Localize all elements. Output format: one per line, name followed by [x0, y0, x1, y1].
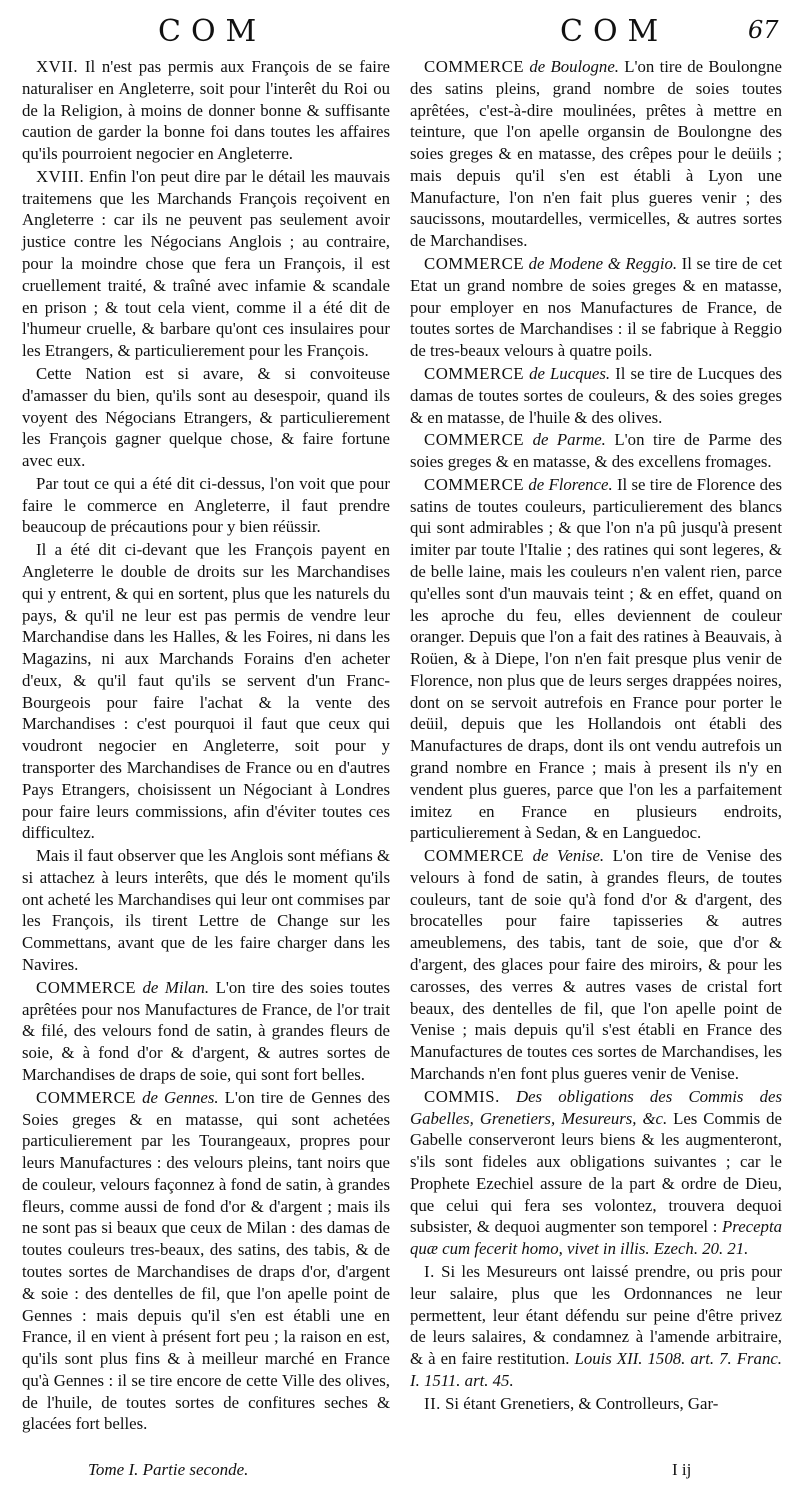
paragraph-subheading: Des obligations des Commis des Gabelles, Grenetiers, Mesureurs, &c.: [410, 1086, 782, 1128]
page-number: 67: [748, 16, 779, 44]
header-left-word: COM: [158, 14, 267, 49]
paragraph-text: L'on tire de Parme des soies greges & en matasse, & des excellens fromages.: [410, 430, 782, 472]
paragraph-heading: COMMERCE: [424, 846, 525, 866]
paragraph-heading: XVIII.: [36, 166, 85, 186]
paragraph-text: Enfin l'on peut dire par le détail les mauvais traitemens que les Marchands François reçoivent en Angleterre : car ils ne peuvent pas seulement avoir justice contre les Négocians Anglois ; au contraire, pour la moindre chose que fera un François, il est cruellement traité, & traîné avec infamie & scandale en prison ; & tout cela vient, comme il a été dit de l'humeur cruelle, & barbare qu'ont ces insulaires pour les Etrangers, & particulierement pour les François.: [22, 166, 390, 361]
paragraph-text: Il se tire de Florence des satins de toutes couleurs, particulierement des blancs qui sont admirables ; & que l'on n'a pû jusqu'à present imiter par toute l'Italie ; des ratines qui sont legeres, & de belle laine, mais les couleurs n'en valent rien, parce qu'elles sont d'un mauvais teint ; & en effet, quand on les aproche du feu, elles deviennent de couleur oranger. Depuis que l'on a fait des ratines à Beauvais, à Roüen, & à Diepe, l'on n'en fait presque plus venir de Florence, non plus que de leurs serges drappées noires, dont on se servoit autrefois en France pour porter le deüil, depuis que les Hollandois ont établi des Manufactures de draps, dont ils ont vendu autrefois un grand nombre en France ; mais à present ils n'y en vendent plus gueres, parce que l'on les a parfaitement imitez en France en plusieurs endroits, particulierement à Sedan, & en Languedoc.: [410, 474, 783, 843]
paragraph-text: Il a été dit ci-devant que les François payent en Angleterre le double de droits sur les Marchandises qui y entrent, & qui en sortent, plus que les naturels du pays, & qu'il ne leur est pas permis de vendre leur Marchandise dans les Halles, & les Foires, ni dans les Magazins, ni aux Marchands Forains d'en acheter d'eux, & qu'il faut qu'ils se servent d'un Franc-Bourgeois pour faire l'achat & la vente des Marchandises : c'est pourquoi il faut que ceux qui voudront negocier en Angleterre, soit pour y transporter des Marchandises de France ou en d'autres Pays Etrangers, choisissent un Négociant à Londres pour faire leurs commissions, afin d'éviter toutes ces difficultez.: [22, 540, 390, 843]
paragraph-subheading: de Parme.: [524, 430, 606, 450]
paragraph-heading: COMMERCE: [424, 363, 525, 383]
paragraph: [22, 473, 390, 538]
paragraph-subheading: de Venise.: [524, 846, 605, 866]
paragraph-text: Il n'est pas permis aux François de se faire naturaliser en Angleterre, soit pour l'interêt du Roi ou de la Religion, à moins de donner bonne & suffisante caution de garder la bonne foi dans toutes les affaires qu'ils pourroient negocier en Angleterre.: [22, 57, 390, 164]
paragraph: [22, 56, 390, 165]
paragraph: [410, 429, 782, 473]
left-column: [22, 56, 390, 1436]
paragraph-text: Si étant Grenetiers, & Controlleurs, Gar-: [440, 1393, 719, 1413]
paragraph-heading: II.: [424, 1393, 441, 1413]
paragraph-text: Il se tire de Lucques des damas de toutes sortes de couleurs, & des soies greges & en matasse, de l'huile & des olives.: [410, 363, 783, 427]
paragraph-text: L'on tire de Boulongne des satins pleins, grand nombre de soies toutes aprêtées, c'est-à-dire moulinées, prêtes à mettre en teinture, que l'on apelle organsin de Boulongne des soies greges & en matasse, des crêpes pour le deüils ; mais depuis qu'il s'en est établi à Lyon une Manufacture, l'on n'en fait plus gueres venir ; des saucissons, moutardelles, vermicelles, & autres sortes de Marchandises.: [410, 57, 782, 251]
paragraph-subheading: de Milan.: [136, 977, 210, 997]
paragraph-text: Si les Mesureurs ont laissé prendre, ou pris pour leur salaire, plus que les Ordonnances ne leur permettent, leur étant défendu sur peine d'être privez de leurs salaires, & condamnez à l'amende arbitraire, & à en faire restitution.: [410, 1261, 782, 1369]
paragraph: [22, 845, 390, 976]
header-right-word: COM: [560, 14, 669, 49]
paragraph: [410, 1393, 782, 1415]
paragraph-subheading: de Modene & Reggio.: [524, 254, 678, 274]
paragraph: [410, 845, 782, 1085]
paragraph: [22, 166, 390, 362]
right-column: [410, 56, 782, 1415]
paragraph: [410, 474, 782, 844]
paragraph: [410, 363, 782, 428]
page-footer: [0, 1460, 800, 1490]
running-header: [0, 14, 800, 54]
paragraph: [410, 1261, 782, 1392]
paragraph-text: Mais il faut observer que les Anglois sont méfians & si attachez à leurs interêts, que dés le moment qu'ils ont acheté les Marchandises qui leur ont commises par les François, ils tirent Lettre de Change sur les Commettans, avant que de les faire charger dans les Navires.: [22, 846, 390, 975]
paragraph-text: Les Commis de Gabelle conserveront leurs biens & les augmenteront, s'ils sont fideles aux obligations suivantes ; car le Prophete Ezechiel assure de la part & ordre de Dieu, que celui qui fera ses volontez, trouvera dequoi subsister, & dequoi augmenter son temporel :: [410, 1108, 782, 1237]
paragraph-subheading: de Gennes.: [136, 1087, 219, 1107]
paragraph-heading: COMMIS.: [424, 1086, 500, 1106]
paragraph: [22, 977, 390, 1086]
paragraph-heading: COMMERCE: [424, 57, 525, 76]
paragraph-citation: Precepta quæ cum fecerit homo, vivet in illis. Ezech. 20. 21.: [410, 1217, 782, 1259]
paragraph-text: L'on tire de Venise des velours à fond de satin, à grandes fleurs, de toutes couleurs, tant de soie qu'à fond d'or & d'argent, des brocatelles pour faire tapisseries & autres ameublemens, des tabis, tant de soie, que d'or & d'argent, des glaces pour faire des miroirs, & pour les carosses, des verres & autres vases de cristal fort beaux, des dentelles de fil, que l'on apelle point de Venise ; mais depuis qu'il s'est établi en France des Manufactures de toutes ces sortes de Marchandises, les Marchands n'en font plus gueres venir de Venise.: [410, 846, 782, 1083]
paragraph-heading: COMMERCE: [36, 977, 137, 997]
paragraph-subheading: de Boulogne.: [524, 57, 619, 76]
paragraph-subheading: de Florence.: [524, 474, 613, 494]
paragraph-text: Il se tire de cet Etat un grand nombre de soies greges & en matasse, pour employer en nos Manufactures de France, de toutes sortes de Marchandises : il se fabrique à Reggio de tres-beaux velours à quatre poils.: [410, 254, 783, 361]
signature-mark: I ij: [672, 1460, 692, 1479]
paragraph-heading: XVII.: [36, 57, 79, 76]
paragraph-text: Par tout ce qui a été dit ci-dessus, l'on voit que pour faire le commerce en Angleterre, il faut prendre beaucoup de précautions pour y bien réüssir.: [22, 473, 390, 537]
paragraph: [22, 363, 390, 472]
paragraph: [410, 253, 782, 362]
paragraph-heading: COMMERCE: [424, 254, 525, 274]
paragraph-heading: COMMERCE: [424, 474, 525, 494]
paragraph: [410, 1086, 782, 1260]
paragraph-heading: COMMERCE: [424, 430, 525, 450]
paragraph-text: L'on tire des soies toutes aprêtées pour nos Manufactures de France, de l'or trait & filé, des velours fond de satin, à grandes fleurs de soie, & à fond d'or & d'argent, & autres sortes de Marchandises de draps de soie, qui sont fort belles.: [22, 977, 390, 1084]
signature-line: Tome I. Partie seconde.: [88, 1460, 249, 1479]
paragraph-text: Cette Nation est si avare, & si convoiteuse d'amasser du bien, qu'ils sont au desespoir, quand ils voyent des Négocians Etrangers, & particulierement les François gagner quelque chose, & faire fortune avec eux.: [22, 363, 390, 471]
paragraph: [22, 1087, 390, 1436]
paragraph: [410, 56, 782, 252]
paragraph-citation: Louis XII. 1508. art. 7. Franc. I. 1511. art. 45.: [410, 1349, 782, 1390]
paragraph-heading: COMMERCE: [36, 1087, 137, 1107]
paragraph-text: L'on tire de Gennes des Soies greges & en matasse, qui sont achetées particulierement par les Tourangeaux, propres pour leurs Manufactures : des velours pleins, tant noirs que de couleur, velours façonnez à fond de satin, à grandes fleurs, comme aussi de fond d'or & d'argent ; mais ils ne sont pas si beaux que ceux de Milan : des damas de toutes couleurs tres-beaux, des satins, des tabis, & de toutes sortes de Marchandises de draps d'or, d'argent & soie : des dentelles de fil, que l'on apelle point de Gennes : mais depuis qu'il s'en est établi une en France, il en vient à présent fort peu ; la raison en est, qu'ils sont plus fins & à meilleur marché en France qu'à Gennes : il se tire encore de cette Ville des olives, de l'huile, de toutes sortes de confitures seches & glacées fort belles.: [22, 1087, 390, 1434]
paragraph-subheading: de Lucques.: [524, 363, 611, 383]
paragraph-heading: I.: [424, 1261, 435, 1281]
paragraph: [22, 539, 390, 844]
